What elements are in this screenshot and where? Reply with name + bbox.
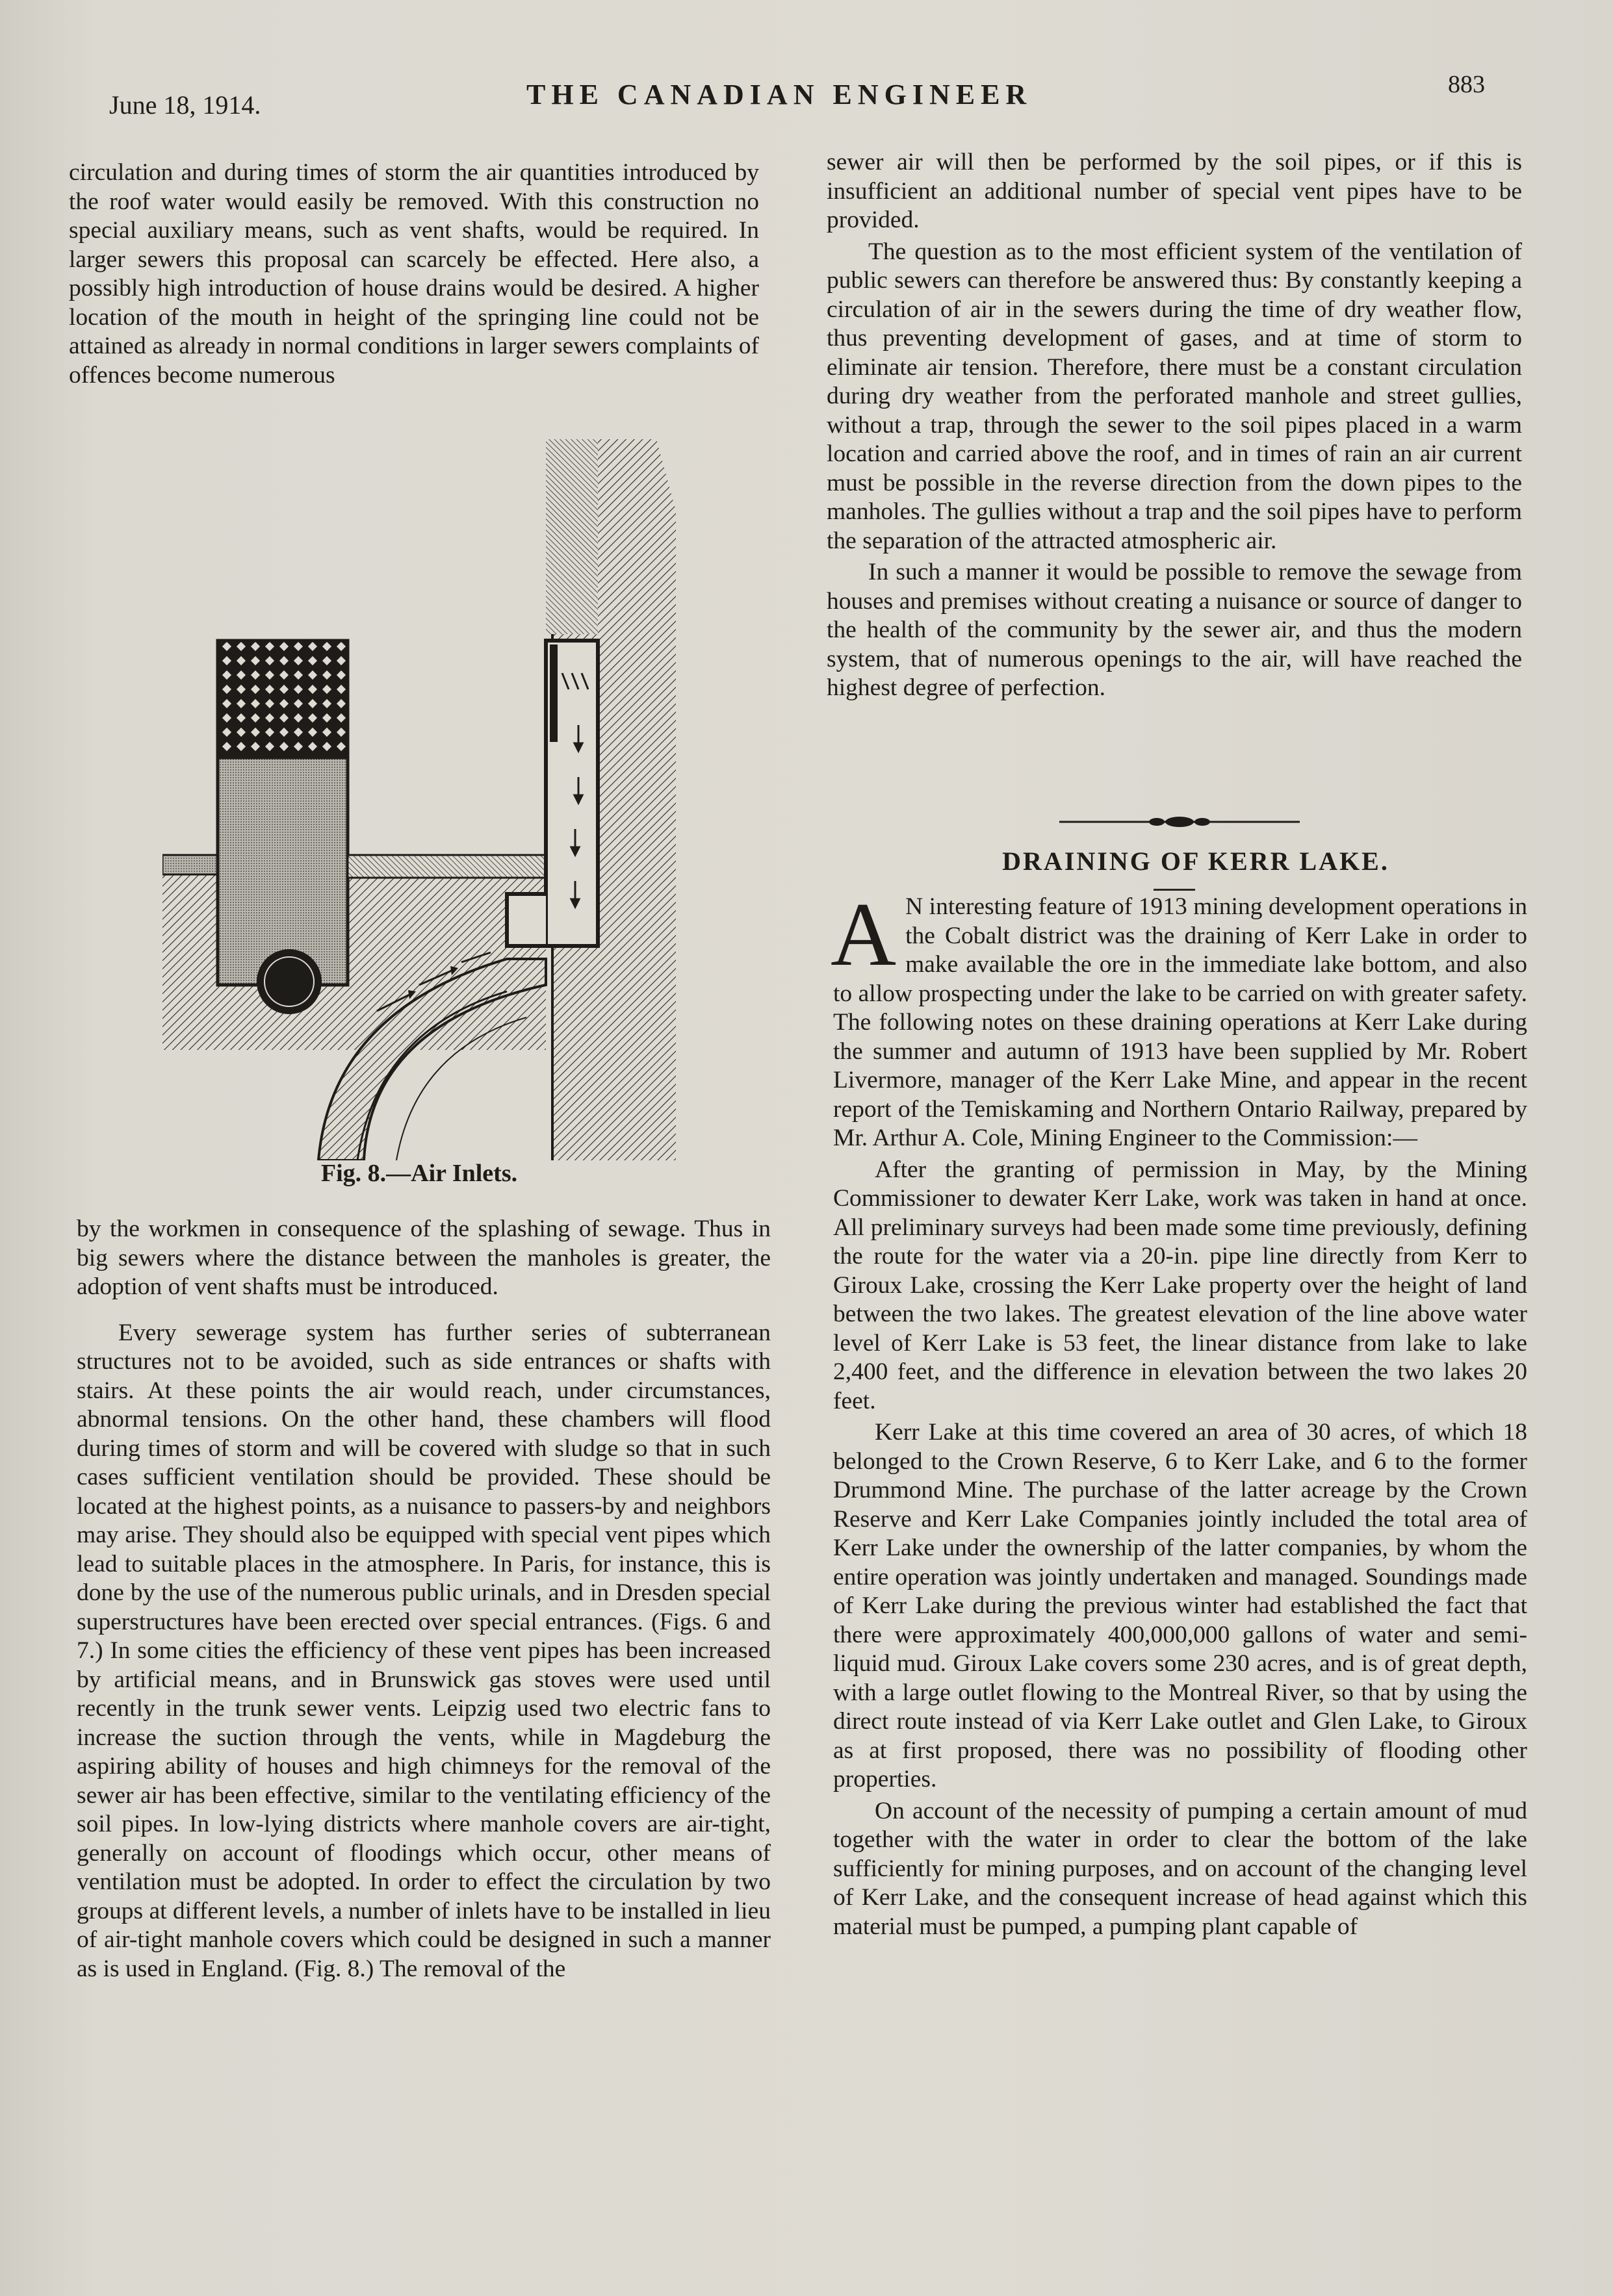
paragraph: Kerr Lake at this time covered an area of 30 acres, of which 18 belonged to the Crown Reserve, 6 to Kerr Lake, and 6 to the former Drummond Mine. The purchase of the latter acreage by the Crown Reserve and Kerr Lake Companies jointly included the total area of Kerr Lake under the ownership of the latter companies, by whom the entire operation was jointly undertaken and managed. Soundings made of Kerr Lake during the previous winter had established the fact that there were approximately 400,000,000 gallons of water and semi-liquid mud. Giroux Lake covers some 230 acres, and is of great depth, with a large outlet flowing to the Montreal River, so that by using the direct route instead of via Kerr Lake outlet and Glen Lake, to Giroux as at first proposed, there was no possibility of flooding other properties. (833, 1419, 1527, 1792)
figure-caption: Fig. 8.—Air Inlets. (320, 1160, 518, 1187)
right-column-top (827, 148, 1522, 703)
figure-air-inlets (162, 439, 676, 1160)
air-inlet-diagram (162, 439, 676, 1160)
page-number: 883 (1448, 71, 1485, 98)
grate (218, 641, 348, 758)
outlet-pipe (257, 949, 322, 1014)
paragraph-text: N interesting feature of 1913 mining development operations in the Cobalt district was the draining of Kerr Lake in order to make available the ore in the immediate lake bottom, and also to allow prospecting under the lake to be carried on with greater safety. The following notes on these draining operations at Kerr Lake during the summer and autumn of 1913 have been supplied by Mr. Robert Livermore, manager of the Kerr Lake Mine, and appear in the recent report of the Temiskaming and Northern Ontario Railway, prepared by Mr. Arthur A. Cole, Mining Engineer to the Commission:— (833, 893, 1527, 1151)
drop-cap: A (831, 884, 897, 985)
left-column-bottom (77, 1215, 771, 1983)
paragraph: circulation and during times of storm the air quantities introduced by the roof water would easily be removed. With this construction no special auxiliary means, such as vent shafts, would be required. In larger sewers this proposal can scarcely be effected. Here also, a possibly high introduction of house drains would be desired. A higher location of the mouth in height of the springing line could not be attained as already in normal conditions in larger sewers complaints of offences become numerous (69, 159, 759, 389)
title-underline (1154, 889, 1195, 891)
right-column-bottom (831, 884, 1527, 1941)
paragraph: In such a manner it would be possible to remove the sewage from houses and premises without creating a nuisance or source of danger to the health of the community by the sewer air, and thus the modern system, that of numerous openings to the air, will have reached the highest degree of perfection. (827, 559, 1522, 701)
running-header (0, 70, 1613, 120)
paragraph: Every sewerage system has further series of subterranean structures not to be avoided, such as side entrances or shafts with stairs. At these points the air would reach, under circumstances, abnormal tensions. On the other hand, these chambers will flood during times of storm and will be covered with sludge so that in such cases sufficient ventilation should be provided. These should be located at the highest points, as a nuisance to passers-by and neighbors may arise. They should also be equipped with special vent pipes which lead to suitable places in the atmosphere. In Paris, for instance, this is done by the use of the numerous public urinals, and in Dresden special superstructures have been erected over special entrances. (Figs. 6 and 7.) In some cities the efficiency of these vent pipes has been increased by artificial means, and in Brunswick gas stoves were used until recently in the trunk sewer vents. Leipzig used two electric fans to increase the suction through the vents, while in Magdeburg the aspiring ability of houses and high chimneys for the removal of the sewer air has been effective, similar to the ventilating efficiency of the soil pipes. In low-lying districts where manhole covers are air-tight, generally on account of floodings which occur, other means of ventilation must be adopted. In order to effect the circulation by two groups at different levels, a number of inlets have to be installed in lieu of air-tight manhole covers which could be designed in such a manner as is used in England. (Fig. 8.) The removal of the (77, 1319, 771, 1982)
paragraph-first (831, 884, 1527, 1153)
paragraph: On account of the necessity of pumping a certain amount of mud together with the water in order to clear the bottom of the lake sufficiently for mining purposes, and on account of the changing level of Kerr Lake, and the consequent increase of head against which this material must be pumped, a pumping plant capable of (833, 1797, 1527, 1940)
paragraph: sewer air will then be performed by the soil pipes, or if this is insufficient an additional number of special vent pipes have to be provided. (827, 149, 1522, 233)
ornamental-rule (1059, 812, 1300, 832)
paragraph: The question as to the most efficient system of the ventilation of public sewers can therefore be answered thus: By constantly keeping a circulation of air in the sewers during the time of dry weather flow, thus preventing development of gases, and at time of storm to eliminate air tension. Therefore, there must be a constant circulation during dry weather from the perforated manhole and street gullies, without a trap, through the sewer to the soil pipes placed in a warm location and carried above the roof, and in times of rain an air current must be possible in the reverse direction from the down pipes to the manholes. The gullies without a trap and the soil pipes have to perform the separation of the attracted atmospheric air. (827, 238, 1522, 554)
left-column-top (69, 159, 759, 390)
paragraph: by the workmen in consequence of the splashing of sewage. Thus in big sewers where the distance between the manholes is greater, the adoption of vent shafts must be introduced. (77, 1216, 771, 1300)
section-title: DRAINING OF KERR LAKE. (1002, 847, 1389, 876)
paragraph: After the granting of permission in May, by the Mining Commissioner to dewater Kerr Lake, work was taken in hand at once. All preliminary surveys had been made some time previously, defining the route for the water via a 20-in. pipe line directly from Kerr to Giroux Lake, crossing the Kerr Lake property over the height of land between the two lakes. The greatest elevation of the line above water level of Kerr Lake is 53 feet, the linear distance from lake to lake 2,400 feet, and the difference in elevation between the two lakes 20 feet. (833, 1156, 1527, 1414)
masthead: THE CANADIAN ENGINEER (526, 79, 1033, 110)
issue-date: June 18, 1914. (109, 90, 261, 120)
